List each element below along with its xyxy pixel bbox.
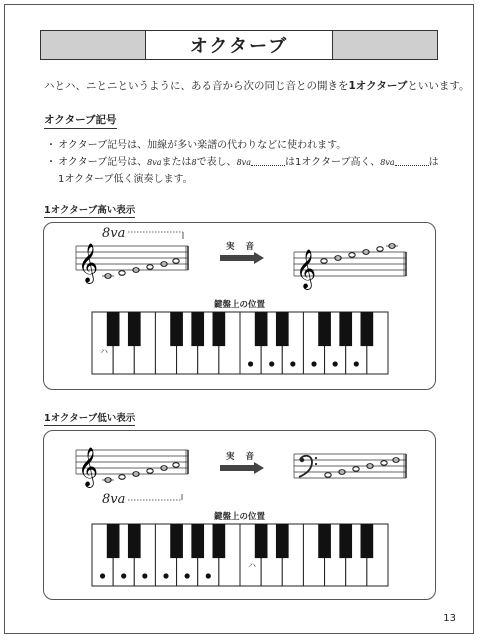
bullet-3: 1オクターブ低く演奏します。 — [58, 174, 193, 185]
bass-clef-icon — [299, 456, 317, 477]
key-dot — [121, 573, 126, 578]
treble-clef-icon: 𝄞 — [296, 249, 317, 289]
intro-bold: 1オクターブ — [348, 80, 408, 92]
low-keyboard-label: 鍵盤上の位置 — [214, 512, 266, 522]
low-key-marker: ハ — [248, 561, 256, 570]
intro-after: といいます。 — [407, 80, 470, 92]
key-dot — [163, 573, 168, 578]
low-arrow-label: 実 音 — [226, 452, 258, 462]
intro-before: ハと — [44, 80, 65, 92]
low-octave-mark: 8va — [102, 492, 126, 507]
black-key — [213, 524, 226, 558]
black-key — [339, 524, 352, 558]
high-octave-mark: 8va — [102, 226, 126, 241]
key-dot — [100, 573, 105, 578]
intro-mid3: ニ — [107, 80, 118, 92]
page-number: 13 — [443, 613, 456, 624]
intro-mid2: ニと — [86, 80, 107, 92]
black-key — [276, 524, 289, 558]
octave-symbol-heading: オクターブ記号 — [44, 112, 117, 129]
high-octave-heading: 1オクターブ高い表示 — [44, 202, 135, 218]
right-arrow-icon — [220, 462, 264, 474]
low-keyboard — [92, 524, 388, 586]
low-octave-heading: 1オクターブ低い表示 — [44, 410, 135, 426]
high-keyboard-label: 鍵盤上の位置 — [214, 300, 266, 310]
treble-clef-icon: 𝄞 — [78, 243, 99, 283]
black-key — [170, 524, 183, 558]
bullet-1: ・ オクターブ記号は、加線が多い楽譜の代わりなどに使われます。 — [46, 140, 347, 151]
black-key — [318, 524, 331, 558]
key-dot — [206, 573, 211, 578]
black-key — [107, 524, 120, 558]
black-key — [255, 524, 268, 558]
intro-mid1: ハ、 — [65, 80, 86, 92]
black-key — [361, 524, 374, 558]
page-title: オクターブ — [146, 31, 332, 59]
key-dot — [185, 573, 190, 578]
black-key — [128, 524, 141, 558]
intro-body: というように、ある音から次の同じ音との開きを — [117, 80, 349, 92]
treble-clef-icon: 𝄞 — [78, 447, 99, 487]
high-key-marker: ハ — [100, 347, 108, 356]
low-staff-right — [294, 452, 406, 492]
bullet-2: ・ オクターブ記号は、8vaまたは8で表し、8va は1オクターブ高く、8va は — [46, 157, 439, 168]
black-key — [191, 524, 204, 558]
key-dot — [142, 573, 147, 578]
high-arrow-label: 実 音 — [226, 242, 258, 252]
